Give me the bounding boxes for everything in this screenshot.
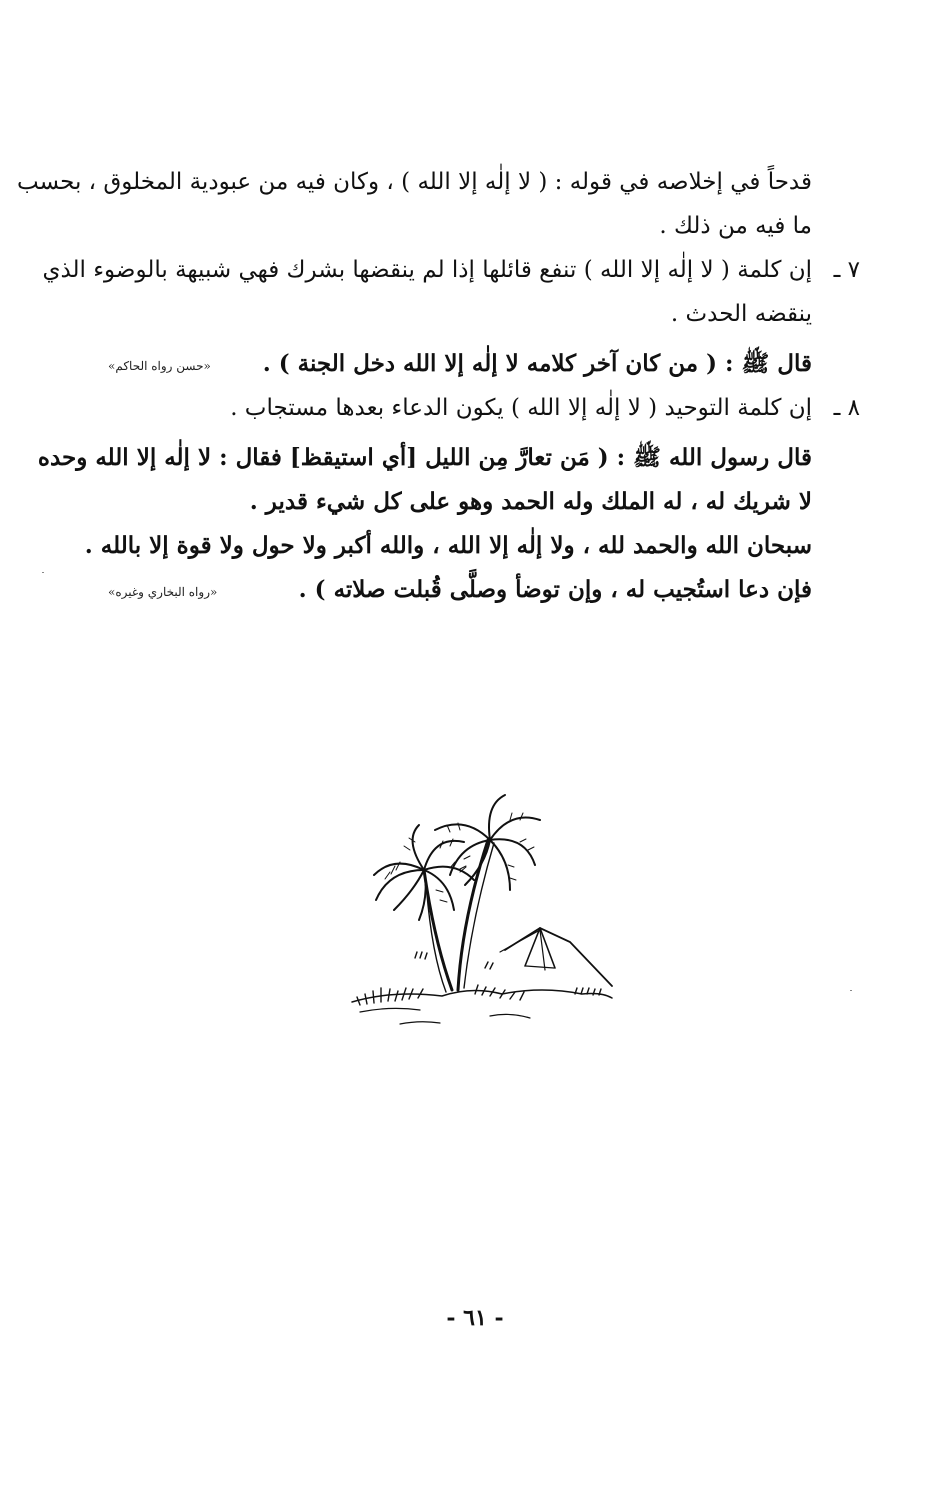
- text-line: [108, 292, 812, 336]
- palm-trees-and-tent-icon: [340, 780, 630, 1030]
- line-text: قدحاً في إخلاصه في قوله : ( لا إلٰه إلا الله ) ، وكان فيه من عبودية المخلوق ، بحسب: [17, 169, 812, 195]
- scan-speck: [850, 990, 852, 991]
- hadith-source: «رواه البخاري وغيره»: [108, 585, 218, 599]
- text-line: [108, 204, 812, 248]
- hadith-source: «حسن رواه الحاكم»: [108, 359, 211, 373]
- line-text: ما فيه من ذلك .: [659, 213, 812, 239]
- scan-speck: [42, 572, 44, 573]
- hadith-line: [108, 480, 812, 524]
- hadith-text: سبحان الله والحمد لله ، ولا إلٰه إلا الله ، والله أكبر ولا حول ولا قوة إلا بالله .: [84, 532, 812, 559]
- body-text: [17, 160, 860, 612]
- line-text: إن كلمة ( لا إلٰه إلا الله ) تنفع قائلها إذا لم ينقضها بشرك فهي شبيهة بالوضوء الذي: [42, 257, 812, 283]
- hadith-line: [108, 342, 812, 386]
- page-number: - ٦١ -: [446, 1305, 504, 1331]
- hadith-text: قال ﷺ : ( من كان آخر كلامه لا إلٰه إلا الله دخل الجنة ) .: [262, 350, 812, 377]
- hadith-text: لا شريك له ، له الملك وله الحمد وهو على كل شيء قدير .: [249, 488, 812, 515]
- item-8-line: [108, 386, 860, 430]
- hadith-text: قال رسول الله ﷺ : ( مَن تعارَّ مِن الليل [أي استيقظ] فقال : لا إلٰه إلا الله وحده: [37, 444, 812, 471]
- hadith-line: [84, 524, 812, 568]
- line-text: ينقضه الحدث .: [670, 301, 812, 327]
- line-text: إن كلمة التوحيد ( لا إلٰه إلا الله ) يكون الدعاء بعدها مستجاب .: [230, 395, 812, 421]
- item-number: ٨ ـ: [833, 395, 860, 421]
- item-7-line: [42, 248, 860, 292]
- text-line: [17, 160, 812, 204]
- hadith-line: [37, 436, 812, 480]
- hadith-text: فإن دعا استُجيب له ، وإن توضأ وصلَّى قُبلت صلاته ) .: [298, 576, 812, 603]
- item-number: ٧ ـ: [833, 257, 860, 283]
- hadith-line: [108, 568, 812, 612]
